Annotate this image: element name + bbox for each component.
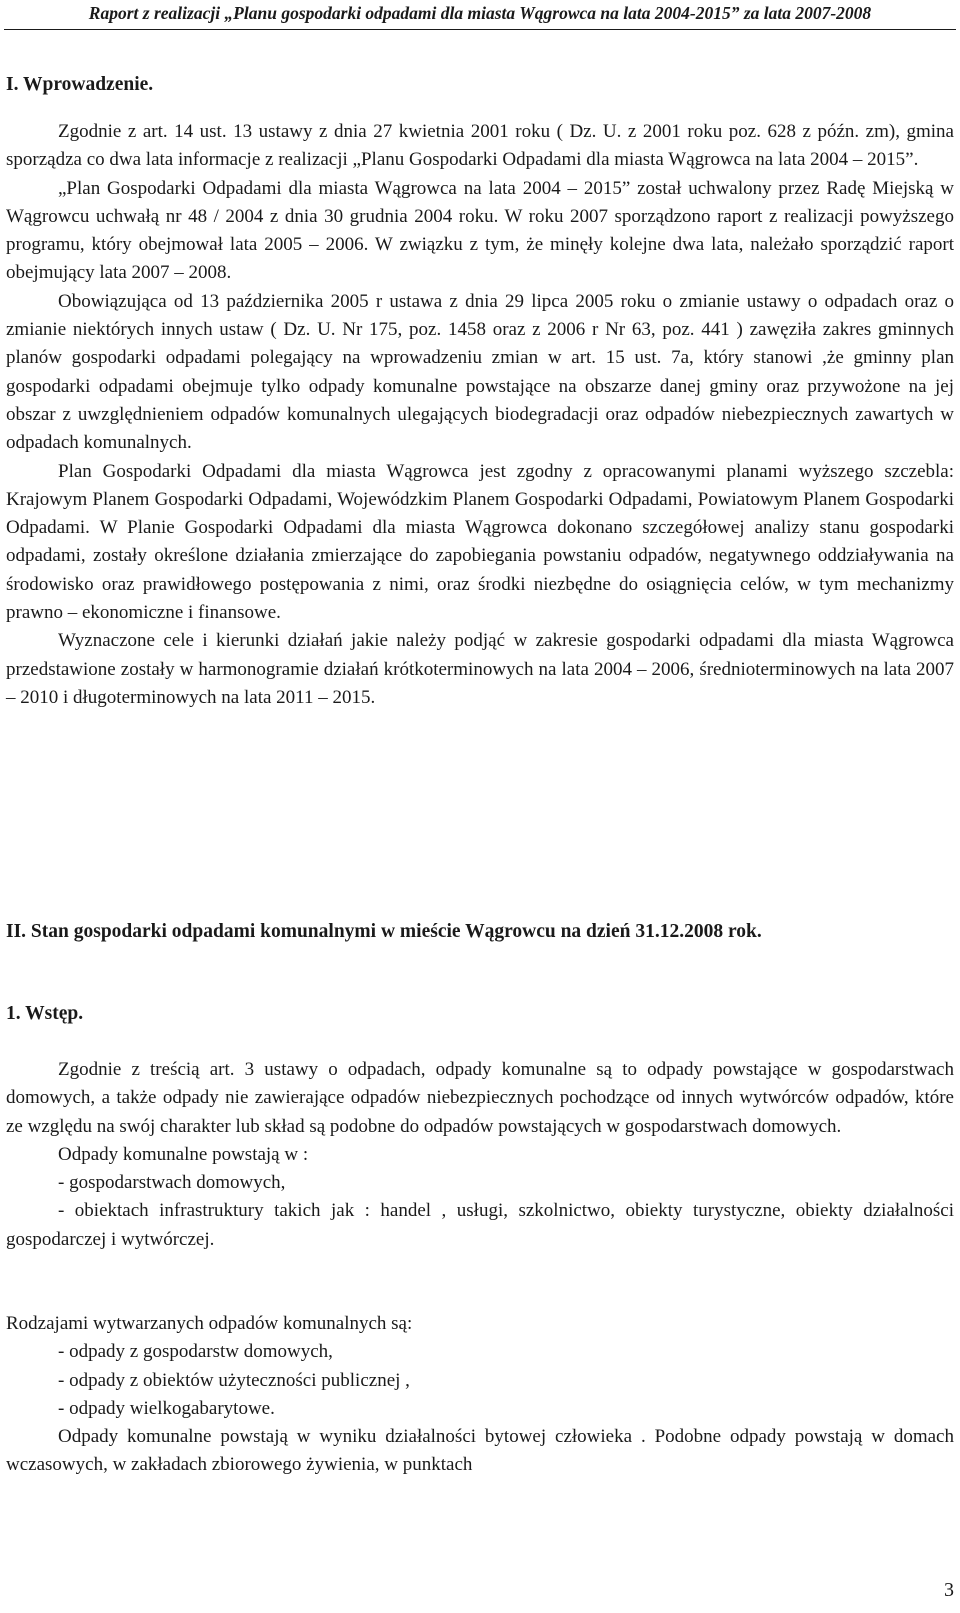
paragraph-plan-compliance: Plan Gospodarki Odpadami dla miasta Wągrowca jest zgodny z opracowanymi planami wyższego szczebla: Krajowym Planem Gospodarki Odpadami, Wojewódzkim Planem Gospodarki Odpadami, Powiatowym Planem Gospodarki Odpadami. W Planie Gospodarki Odpadami dla miasta Wągrowca dokonano szczegółowej analizy stanu gospodarki odpadami, zostały określone działania zmierzające do zapobiegania powstaniu odpadów, negatywnego oddziaływania na środowisko oraz prawidłowego postępowania z nimi, oraz środki niezbędne do osiągnięcia celów, w tym mechanizmy prawno – ekonomiczne i finansowe.: [6, 460, 954, 624]
paragraph-goals: Wyznaczone cele i kierunki działań jakie należy podjąć w zakresie gospodarki odpadami dla miasta Wągrowca przedstawione zostały w harmonogramie działań krótkoterminowych na lata 2004 – 2006, średnioterminowych na lata 2007 – 2010 i długoterminowych na lata 2011 – 2015.: [6, 630, 954, 708]
paragraph-law-amendment: Obowiązująca od 13 października 2005 r ustawa z dnia 29 lipca 2005 roku o zmianie ustawy o odpadach oraz o zmianie niektórych innych ustaw ( Dz. U. Nr 175, poz. 1458 oraz z 2006 r Nr 63, poz. 441 ) zawęziła zakres gminnych planów gospodarki odpadami polegający na wprowadzeniu zmian w art. 15 ust. 7a, który stanowi ,że gminny plan gospodarki odpadami obejmuje tylko odpady komunalne powstające na obszarze danej gminy oraz przywożone na jej obszar z uwzględnieniem odpadów komunalnych ulegających biodegradacji oraz odpadów niebezpiecznych zawartych w odpadach komunalnych.: [6, 290, 954, 454]
section-1-heading: I. Wprowadzenie.: [6, 74, 154, 95]
waste-types-block: [6, 1310, 954, 1480]
types-intro: Rodzajami wytwarzanych odpadów komunalnych są:: [6, 1313, 413, 1334]
header-rule: [4, 29, 956, 30]
paragraph-definition: Zgodnie z treścią art. 3 ustawy o odpadach, odpady komunalne są to odpady powstające w gospodarstwach domowych, a także odpady nie zawierające odpadów niebezpiecznych pochodzące od innych wytwórców odpadów, które ze względu na swój charakter lub skład są podobne do odpadów powstających w gospodarstwach domowych.: [6, 1059, 954, 1137]
section-2-body: [6, 1056, 954, 1254]
sources-item: - obiektach infrastruktury takich jak : handel , usługi, szkolnictwo, obiekty turystyczne, obiekty działalności gospodarczej i wytwórczej.: [6, 1200, 954, 1250]
running-header: Raport z realizacji „Planu gospodarki odpadami dla miasta Wągrowca na lata 2004-2015” za lata 2007-2008: [88, 3, 872, 23]
section-1-body: [6, 118, 954, 712]
sources-intro: Odpady komunalne powstają w :: [58, 1143, 309, 1165]
page-number: 3: [944, 1579, 954, 1601]
types-item: - odpady z obiektów użyteczności publicznej ,: [58, 1369, 410, 1391]
paragraph-closing: Odpady komunalne powstają w wyniku działalności bytowej człowieka . Podobne odpady powstają w domach wczasowych, w zakładach zbiorowego żywienia, w punktach: [6, 1426, 954, 1476]
sources-item: - gospodarstwach domowych,: [58, 1172, 286, 1194]
paragraph-legal-basis: Zgodnie z art. 14 ust. 13 ustawy z dnia 27 kwietnia 2001 roku ( Dz. U. z 2001 roku poz. 628 z późn. zm), gmina sporządza co dwa lata informacje z realizacji „Planu Gospodarki Odpadami dla miasta Wągrowca na lata 2004 – 2015”.: [6, 121, 954, 171]
section-2-heading: II. Stan gospodarki odpadami komunalnymi w mieście Wągrowcu na dzień 31.12.2008 rok.: [6, 921, 762, 942]
subsection-heading: 1. Wstęp.: [6, 1003, 84, 1024]
types-item: - odpady z gospodarstw domowych,: [58, 1341, 333, 1363]
paragraph-plan-adoption: „Plan Gospodarki Odpadami dla miasta Wągrowca na lata 2004 – 2015” został uchwalony przez Radę Miejską w Wągrowcu uchwałą nr 48 / 2004 z dnia 30 grudnia 2004 roku. W roku 2007 sporządzono raport z realizacji powyższego programu, który obejmował lata 2005 – 2006. W związku z tym, że minęły kolejne dwa lata, należało sporządzić raport obejmujący lata 2007 – 2008.: [6, 177, 954, 284]
types-item: - odpady wielkogabarytowe.: [58, 1397, 275, 1419]
